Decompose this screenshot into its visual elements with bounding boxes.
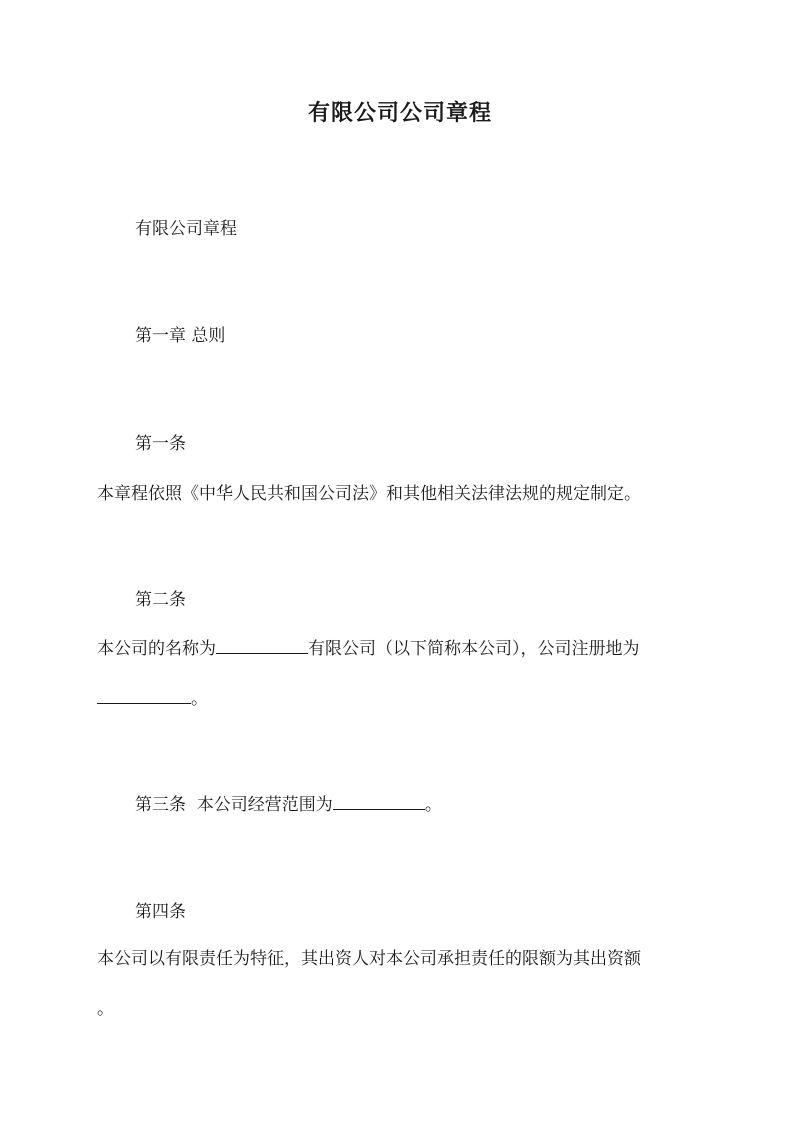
article-3-line [135, 791, 442, 819]
article-3-text-prefix: 本公司经营范围为 [196, 795, 333, 815]
company-name-blank [216, 635, 308, 654]
business-scope-blank [333, 791, 425, 810]
article-1-heading: 第一条 [135, 434, 186, 454]
article-2-text-name-suffix: 有限公司（以下简称本公司），公司注册地为 [308, 639, 640, 659]
article-2-text-end: 。 [191, 689, 208, 709]
article-2-heading: 第二条 [135, 590, 186, 610]
document-title: 有限公司公司章程 [307, 100, 492, 126]
article-2-body-line-2 [97, 685, 208, 713]
article-1-body: 本章程依照《中华人民共和国公司法》和其他相关法律法规的规定制定。 [97, 484, 641, 504]
article-3-text-end: 。 [424, 795, 442, 815]
article-3-heading: 第三条 [135, 795, 186, 815]
chapter-heading: 第一章 总则 [135, 326, 226, 346]
document-subtitle: 有限公司章程 [135, 219, 237, 239]
article-4-body: 本公司以有限责任为特征，其出资人对本公司承担责任的限额为其出资额 [97, 949, 641, 969]
registered-address-blank [97, 685, 191, 704]
article-2-body-line-1 [97, 635, 640, 663]
article-2-text-name-prefix: 本公司的名称为 [97, 639, 216, 659]
article-4-tail: 。 [97, 999, 114, 1019]
article-4-heading: 第四条 [135, 902, 186, 922]
